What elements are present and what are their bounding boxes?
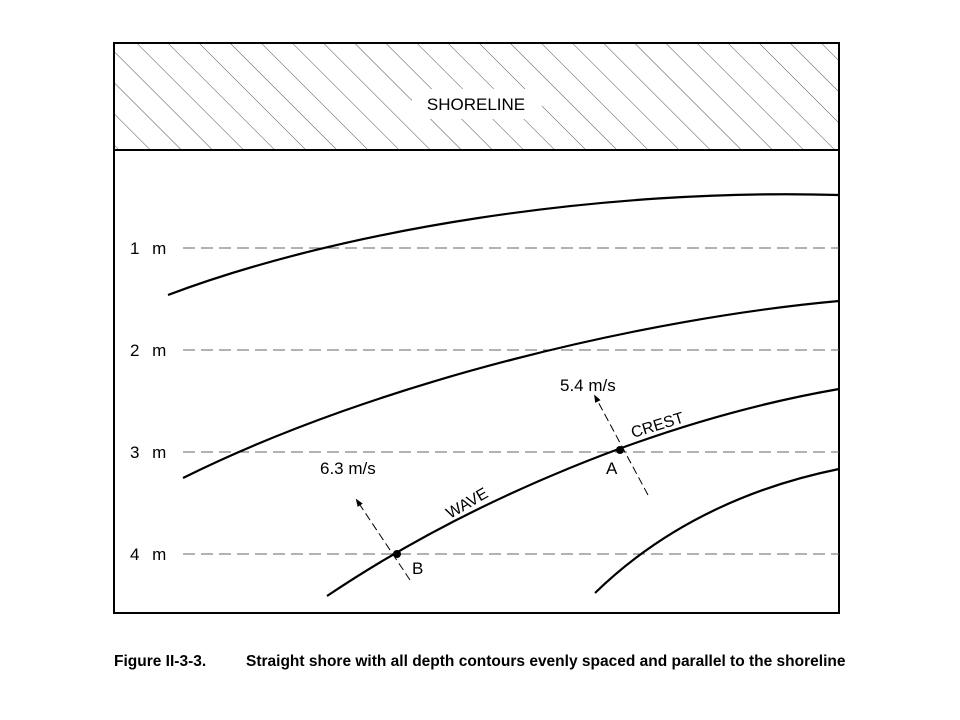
caption-number: Figure II-3-3. [114, 653, 207, 670]
point-b-marker [393, 550, 401, 558]
point-a-label: A [606, 459, 618, 478]
depth-label-3m: 3 m [130, 443, 167, 462]
wave-label: WAVE [443, 485, 492, 523]
depth-contours [183, 248, 839, 554]
depth-label-2m: 2 m [130, 341, 167, 360]
depth-label-4m: 4 m [130, 545, 167, 564]
wave-crest-4 [595, 469, 839, 593]
wave-crest-1 [168, 194, 839, 295]
caption-text: Straight shore with all depth contours evenly spaced and parallel to the shoreline [246, 653, 846, 670]
figure-caption [114, 652, 874, 672]
depth-label-1m: 1 m [130, 239, 167, 258]
point-a-marker [616, 446, 624, 454]
crest-label: CREST [629, 409, 687, 442]
wave-crest-2 [183, 301, 839, 478]
orthogonal-a [596, 398, 648, 495]
point-b-label: B [412, 559, 424, 578]
wave-crest-3 [327, 389, 839, 596]
shoreline-label: SHORELINE [426, 95, 526, 114]
speed-label-a: 5.4 m/s [560, 376, 616, 395]
orthogonal-b [358, 502, 410, 580]
speed-label-b: 6.3 m/s [320, 459, 376, 478]
